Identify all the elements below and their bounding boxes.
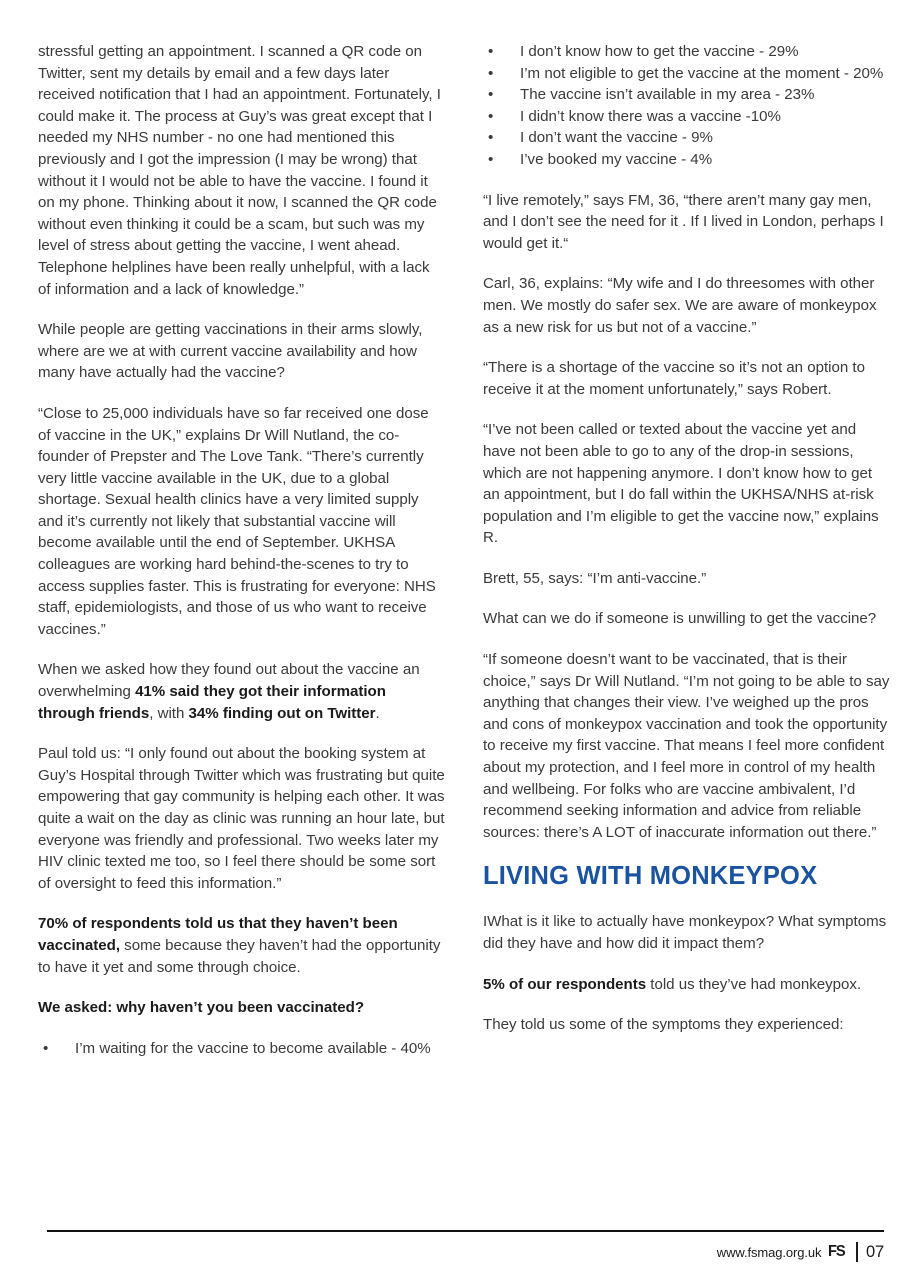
paragraph-nutland-quote: “Close to 25,000 individuals have so far received one dose of vaccine in the UK,” explains Dr Will Nutland, the co-founder of Prepster and The Love Tank. “There’s currently very little vaccine available in the UK, due to a global shortage. Sexual health clinics have a very limited supply and it’s currently not likely that substantial vaccine will become available until the end of September. UKHSA colleagues are working hard behind-the-scenes to try to access supplies faster. This is frustrating for everyone: NHS staff, epidemiologists, and those of us who want to receive vaccines.” bbox=[38, 404, 436, 638]
left-bullet-list bbox=[38, 1038, 445, 1060]
asked-heading-text: We asked: why haven’t you been vaccinated? bbox=[38, 999, 365, 1017]
paragraph-availability-question: While people are getting vaccinations in their arms slowly, where are we at with current vaccine availability and how many have actually had the vaccine? bbox=[38, 321, 423, 382]
paragraph-nutland-choice-quote: “If someone doesn’t want to be vaccinated, that is their choice,” says Dr Will Nutland. “I’m not going to be able to say anything that changes their view. I’ve weighed up the pros and cons of monkeypox vaccination and took the opportunity to receive my first vaccine. That means I feel more confident about my protection, and I feel more in control of my health and wellbeing. For folks who are vaccine ambivalent, I’d recommend seeking information and advice from reliable sources: there’s A LOT of inaccurate information out there.” bbox=[483, 651, 890, 841]
page-footer bbox=[47, 1230, 884, 1262]
paragraph-carl-quote: Carl, 36, explains: “My wife and I do threesomes with other men. We mostly do safer sex. We are aware of monkeypox as a new risk for us but not of a vaccine.” bbox=[483, 275, 877, 336]
list-item: • I’m not eligible to get the vaccine at the moment - 20% bbox=[483, 63, 890, 85]
paragraph-monkeypox-intro: IWhat is it like to actually have monkeypox? What symptoms did they have and how did it impact them? bbox=[483, 913, 887, 952]
respondents-stat-5: 5% of our respondents bbox=[483, 975, 647, 993]
paragraph-symptoms-intro: They told us some of the symptoms they experienced: bbox=[483, 1016, 844, 1034]
paragraph-fm-quote: “I live remotely,” says FM, 36, “there aren’t many gay men, and I don’t see the need for it . If I lived in London, perhaps I would get it.“ bbox=[483, 191, 884, 252]
list-item: • I’ve booked my vaccine - 4% bbox=[483, 149, 890, 171]
info-source-middle: , with bbox=[149, 704, 189, 722]
footer-website-url[interactable]: www.fsmag.org.uk bbox=[716, 1244, 822, 1260]
list-item: • I don’t know how to get the vaccine - 29% bbox=[483, 41, 890, 63]
info-source-lead: When we asked how they found out about the vaccine an overwhelming bbox=[38, 661, 420, 701]
paragraph-asked-heading bbox=[38, 997, 445, 1019]
paragraph-info-source bbox=[38, 659, 445, 724]
paragraph-unwilling-question: What can we do if someone is unwilling to get the vaccine? bbox=[483, 610, 877, 628]
paragraph-respondents-unvaccinated bbox=[38, 913, 445, 978]
paragraph-paul-quote: Paul told us: “I only found out about the booking system at Guy’s Hospital through Twitter which was frustrating but quite empowering that gay community is helping each other. It was quite a wait on the day as clinic was running an hour late, but everyone was friendly and professional. Two weeks later my HIV clinic texted me too, so I feel there should be some sort of oversight to feed this information.” bbox=[38, 745, 445, 892]
left-column bbox=[38, 41, 445, 1078]
info-source-tail: . bbox=[375, 704, 380, 722]
list-item: • I didn’t know there was a vaccine -10% bbox=[483, 106, 890, 128]
paragraph-appointment-story: stressful getting an appointment. I scanned a QR code on Twitter, sent my details by email and a few days later received notification that I had an appointment. Fortunately, I could make it. The process at Guy’s was great except that I needed my NHS number - no one had mentioned this previously and I got the impression (I may be wrong) that without it I would not be able to have the vaccine. I found it on my phone. Thinking about it now, I scanned the QR code without even thinking it could be a scam, but such was my level of stress about getting the vaccine, I went ahead. Telephone helplines have been really unhelpful, with a lack of information and a lack of knowledge.” bbox=[38, 43, 441, 298]
fs-logo: FS bbox=[828, 1243, 846, 1260]
paragraph-five-percent bbox=[483, 974, 890, 996]
paragraph-robert-quote: “There is a shortage of the vaccine so it’s not an option to receive it at the moment unfortunately,” says Robert. bbox=[483, 359, 865, 398]
page-number: 07 bbox=[866, 1242, 884, 1261]
right-bullet-list bbox=[483, 41, 890, 171]
paragraph-brett-quote: Brett, 55, says: “I’m anti-vaccine.” bbox=[483, 569, 707, 587]
list-item: • I’m waiting for the vaccine to become available - 40% bbox=[38, 1038, 445, 1060]
paragraph-r-quote: “I’ve not been called or texted about the vaccine yet and have not been able to go to any of the drop-in sessions, which are not happening anymore. I don’t know how to get an appointment, but I do fall within the UKHSA/NHS at-risk population and I’m eligible to get the vaccine now,” explains R. bbox=[483, 421, 879, 547]
page-title: LIVING WITH MONKEYPOX bbox=[483, 862, 818, 891]
five-percent-tail: told us they’ve had monkeypox. bbox=[646, 975, 862, 993]
footer-content bbox=[47, 1232, 884, 1262]
respondents-stat-70: 70% of respondents told us that they haven’t been vaccinated, bbox=[38, 915, 398, 954]
info-source-stat-friends: 41% said they got their information through friends bbox=[38, 683, 386, 722]
respondents-tail: some because they haven’t had the opportunity to have it yet and some through choice. bbox=[38, 936, 441, 976]
two-column-layout bbox=[38, 41, 890, 1078]
info-source-stat-twitter: 34% finding out on Twitter bbox=[188, 704, 376, 722]
list-item: • The vaccine isn’t available in my area - 23% bbox=[483, 84, 890, 106]
right-column bbox=[483, 41, 890, 1078]
list-item: • I don’t want the vaccine - 9% bbox=[483, 127, 890, 149]
footer-vertical-divider bbox=[856, 1242, 858, 1262]
